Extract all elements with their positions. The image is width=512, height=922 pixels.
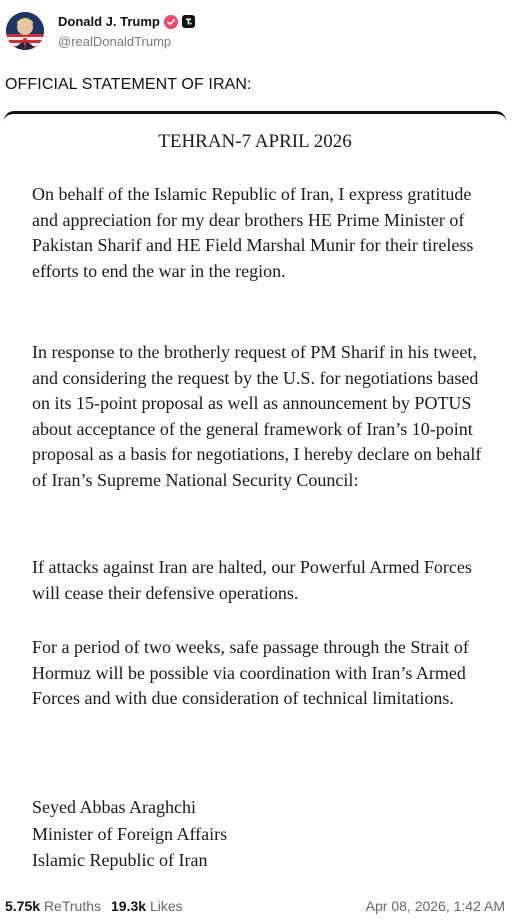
- likes-link[interactable]: [111, 898, 183, 914]
- document-paragraph: If attacks against Iran are halted, our Powerful Armed Forces will cease their defensive operations.: [32, 557, 472, 603]
- post-header: [6, 10, 506, 54]
- post-stats: [5, 898, 183, 914]
- document-signature: [32, 794, 227, 874]
- verified-badge-icon: [164, 15, 178, 29]
- signature-organization: Islamic Republic of Iran: [32, 850, 208, 870]
- retruths-link[interactable]: [5, 898, 101, 914]
- retruths-label: ReTruths: [43, 898, 101, 914]
- author-name[interactable]: Donald J. Trump: [58, 14, 160, 29]
- likes-label: Likes: [149, 898, 183, 914]
- post-text: OFFICIAL STATEMENT OF IRAN:: [5, 76, 252, 93]
- truth-social-badge-icon: [182, 15, 195, 28]
- author-handle[interactable]: @realDonaldTrump: [58, 34, 172, 49]
- signature-name: Seyed Abbas Araghchi: [32, 797, 196, 817]
- signature-title: Minister of Foreign Affairs: [32, 823, 228, 844]
- likes-count: 19.3k: [111, 898, 147, 914]
- document-paragraph: In response to the brotherly request of PM Sharif in his tweet, and considering the request by the U.S. for negotiations based on its 15-point proposal as well as announcement by POTUS about acceptance of the general framework of Iran’s 10-point proposal as a basis for negotiations, I hereby declare on behalf of Iran’s Supreme National Security Council:: [32, 342, 482, 490]
- post-timestamp[interactable]: Apr 08, 2026, 1:42 AM: [365, 898, 505, 914]
- avatar-image: [6, 12, 44, 50]
- document-title: TEHRAN-7 APRIL 2026: [158, 131, 352, 152]
- document-paragraph: For a period of two weeks, safe passage through the Strait of Hormuz will be possible via coordination with Iran’s Armed Forces and with due consideration of technical limitations.: [32, 637, 469, 709]
- statement-document-image[interactable]: [4, 111, 506, 884]
- retruths-count: 5.75k: [5, 898, 41, 914]
- post-footer: [5, 898, 507, 916]
- author-name-row: [58, 14, 195, 29]
- avatar[interactable]: [6, 12, 44, 50]
- document-paragraph: On behalf of the Islamic Republic of Iran, I express gratitude and appreciation for my dear brothers HE Prime Minister of Pakistan Sharif and HE Field Marshal Munir for their tireless efforts to end the war in the region.: [32, 184, 474, 281]
